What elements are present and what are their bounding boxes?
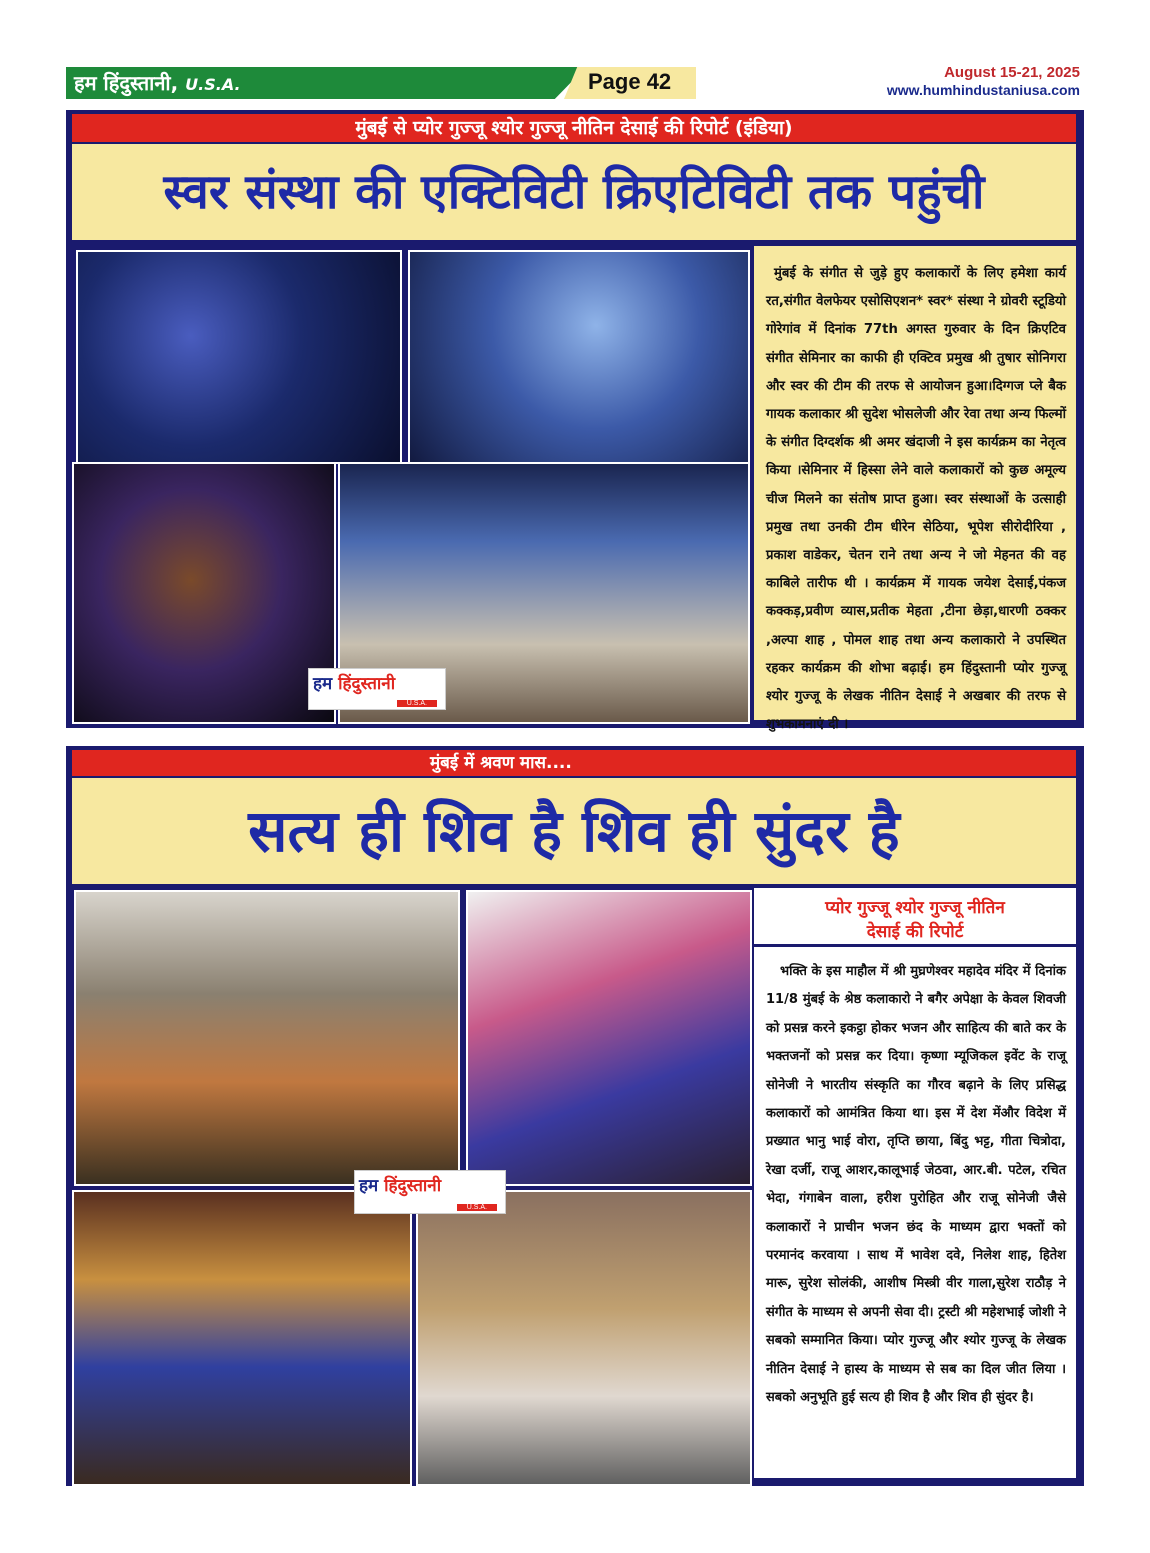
logo-ham: हम — [359, 1176, 379, 1196]
story2-headline: सत्य ही शिव है शिव ही सुंदर है — [72, 778, 1076, 884]
story1-text-column — [754, 246, 1076, 733]
masthead-title — [74, 69, 241, 96]
story-swar-sanstha — [66, 110, 1084, 733]
logo-text — [313, 671, 395, 694]
story2-body: भक्ति के इस माहौल में श्री मुघ्रणेश्वर महादेव मंदिर में दिनांक 11/8 मुंबई के श्रेष्ठ कलाकारो ने बगैर अपेक्षा के केवल शिवजी को प्रसन्न करने इकट्ठा होकर भजन और साहित्य की बाते कर के भक्तजनों को प्रसन्न कर दिया। कृष्णा म्यूजिकल इवेंट के राजू सोनेजी ने भारतीय संस्कृति का गौरव बढ़ाने के लिए प्रसिद्ध कलाकारों को आमंत्रित किया था। इस में देश मेंऔर विदेश में प्रख्यात भानु भाई वोरा, तृप्ति छाया, बिंदु भट्ट, गीता चित्रोदा, रेखा दर्जी, राजू आशर,कालूभाई जेठवा, आर.बी. पटेल, रचित भेदा, गंगाबेन वाला, हरीश पुरोहित और राजू सोनेजी जैसे कलाकारों ने प्राचीन भजन छंद के माध्यम द्वारा भक्तों को परमानंद करवाया । साथ में भावेश दवे, निलेश शाह, हितेश मारू, सुरेश सोलंकी, आशीष मिस्त्री वीर गाला,सुरेश राठौड़ ने संगीत के माध्यम से अपनी सेवा दी। ट्रस्टी श्री महेशभाई जोशी ने सबको सम्मानित किया। प्योर गुज्जू और श्योर गुज्जू के लेखक नीतिन देसाई ने हास्य के माध्यम से सब का दिल जीत लिया । सबको अनुभूति हुई सत्य ही शिव है और शिव ही सुंदर है। — [766, 964, 1066, 1406]
logo-usa: U.S.A. — [457, 1204, 497, 1211]
story2-byline-line1: प्योर गुज्जू श्योर गुज्जू नीतिन — [825, 898, 1005, 918]
logo-hindustani: हिंदुस्तानी — [338, 674, 396, 694]
story2-photo-audience — [466, 890, 752, 1186]
story2-text-column — [754, 888, 1076, 1478]
story1-body: मुंबई के संगीत से जुड़े हुए कलाकारों के लिए हमेशा कार्य रत,संगीत वेलफेयर एसोसिएशन* स्वर* संस्था ने ग्रोवरी स्टूडियो गोरेगांव में दिनांक 77th अगस्त गुरुवार के दिन क्रिएटिव संगीत सेमिनार का काफी ही एक्टिव प्रमुख श्री तुषार सोनिगरा और स्वर की टीम की तरफ से आयोजन हुआ।दिग्गज प्ले बैक गायक कलाकार श्री सुदेश भोसलेजी और रेवा तथा अन्य फिल्मों के संगीत दिग्दर्शक श्री अमर खंदाजी ने इस कार्यक्रम का नेतृत्व किया ।सेमिनार में हिस्सा लेने वाले कलाकारों को कुछ अमूल्य चीज मिलने का संतोष प्राप्त हुआ। स्वर संस्थाओं के उत्साही प्रमुख तथा उनकी टीम धीरेन सेठिया, भूपेश सीरोदीरिया , प्रकाश वाडेकर, चेतन राने तथा अन्य ने जो मेहनत की वह काबिले तारीफ थी । कार्यक्रम में गायक जयेश देसाई,पंकज कक्कड़,प्रवीण व्यास,प्रतीक मेहता ,टीना छेड़ा,धारणी ठक्कर ,अल्पा शाह , पोमल शाह तथा अन्य कलाकारो ने उपस्थित रहकर कार्यक्रम की शोभा बढ़ाई। हम हिंदुस्तानी प्योर गुज्जू श्योर गुज्जू के लेखक नीतिन देसाई ने अखबार की तरफ से शुभकामनाएं दी । — [766, 266, 1066, 733]
story2-byline-line2: देसाई की रिपोर्ट — [866, 922, 964, 942]
story-shravan-mas — [66, 746, 1084, 1486]
story2-kicker: मुंबई में श्रवण मास.... — [430, 753, 572, 773]
issue-date: August 15-21, 2025 — [944, 64, 1080, 81]
story2-photo-harmonium — [416, 1190, 752, 1486]
logo-text — [359, 1173, 441, 1196]
story2-byline — [754, 896, 1076, 944]
story2-photo-group — [74, 890, 460, 1186]
byline-divider — [754, 944, 1076, 947]
page-number: Page 42 — [588, 69, 672, 94]
logo-usa: U.S.A. — [397, 700, 437, 707]
story2-kicker-bar — [72, 750, 1076, 776]
logo-hindustani: हिंदुस्तानी — [384, 1176, 442, 1196]
website-link[interactable]: www.humhindustaniusa.com — [886, 82, 1080, 98]
masthead-title-text: हम हिंदुस्तानी, — [74, 71, 179, 95]
story1-headline: स्वर संस्था की एक्टिविटी क्रिएटिविटी तक पहुंची — [72, 144, 1076, 240]
story1-kicker: मुंबई से प्योर गुज्जू श्योर गुज्जू नीतिन देसाई की रिपोर्ट (इंडिया) — [72, 114, 1076, 142]
story1-photo-award-1 — [76, 250, 402, 464]
logo-ham: हम — [313, 674, 333, 694]
newspaper-logo — [308, 668, 446, 710]
masthead-band — [66, 67, 696, 99]
newspaper-logo — [354, 1170, 506, 1214]
story1-photo-award-2 — [408, 250, 750, 464]
masthead-usa: U.S.A. — [185, 75, 241, 94]
story1-photo-singer — [72, 462, 336, 724]
story2-photo-bhajan — [72, 1190, 412, 1486]
